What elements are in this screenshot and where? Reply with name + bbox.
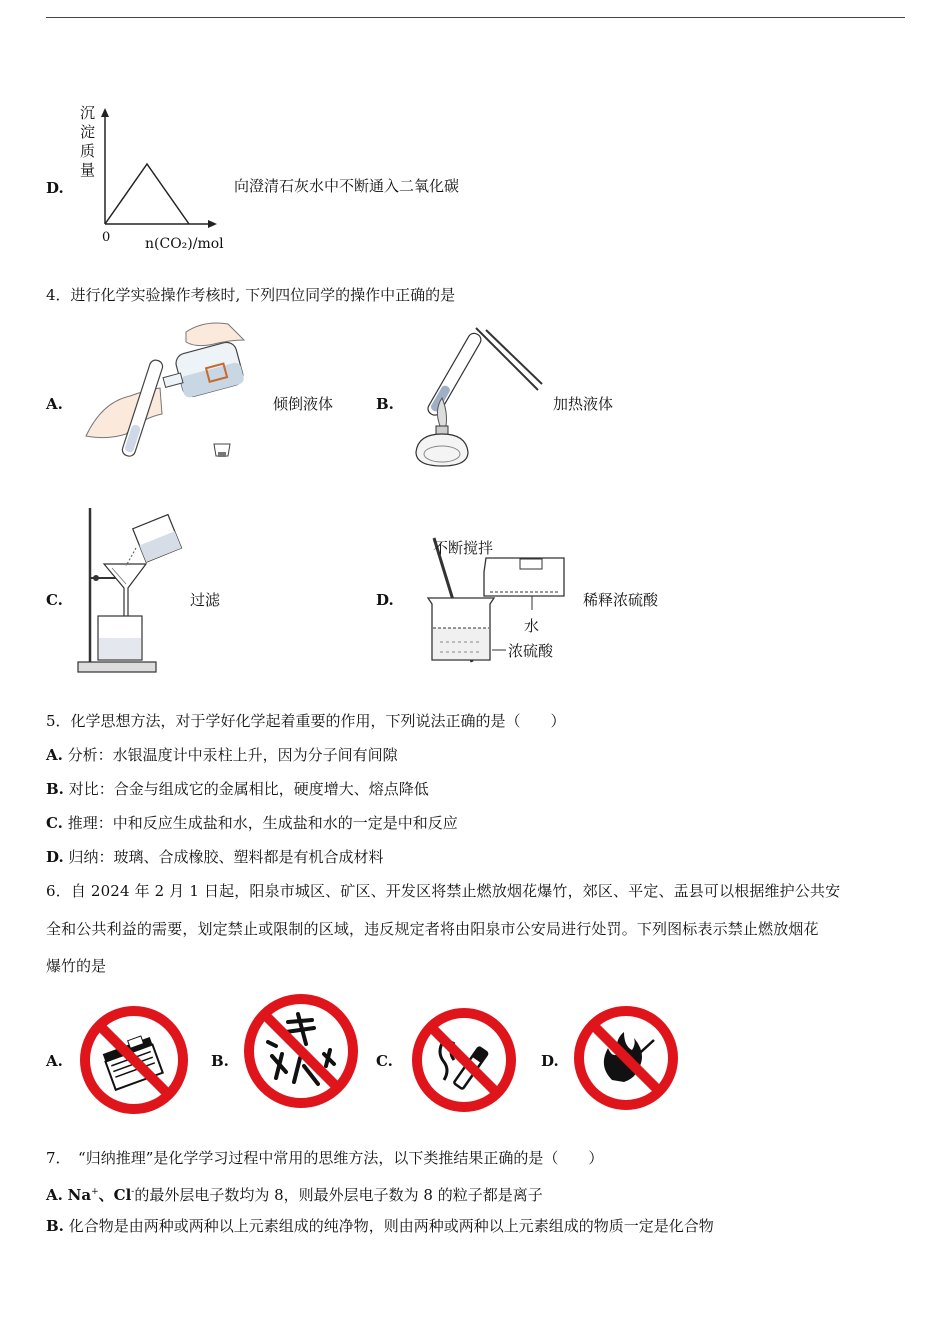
graph-x-label: n(CO₂)/mol bbox=[145, 236, 224, 252]
q5-option-b-text: 对比：合金与组成它的金属相比，硬度增大、熔点降低 bbox=[68, 780, 429, 798]
q7-option-b-letter: B. bbox=[46, 1217, 64, 1235]
q7-option-b bbox=[46, 1216, 714, 1236]
precipitate-graph bbox=[95, 108, 225, 228]
q4-option-c-letter: C. bbox=[46, 591, 63, 609]
q7-option-a-cl-charge: - bbox=[131, 1187, 135, 1197]
q5-option-d-text: 归纳：玻璃、合成橡胶、塑料都是有机合成材料 bbox=[68, 848, 384, 866]
q4-option-b-text: 加热液体 bbox=[553, 395, 614, 413]
q4-option-c-text: 过滤 bbox=[190, 591, 221, 609]
filtration-figure bbox=[74, 504, 186, 676]
q5-option-a bbox=[46, 745, 398, 765]
q7-option-a-cl: 、Cl bbox=[98, 1186, 132, 1204]
label-water: 水 bbox=[524, 617, 540, 635]
q5-option-d bbox=[46, 847, 384, 867]
q5-option-d-letter: D. bbox=[46, 848, 64, 866]
q7-option-a-letter: A. bbox=[46, 1186, 63, 1204]
q5-stem: 5．化学思想方法，对于学好化学起着重要的作用，下列说法正确的是（ ） bbox=[46, 712, 566, 730]
q6-option-a-letter: A. bbox=[46, 1052, 63, 1070]
q7-option-a-na: Na bbox=[67, 1186, 92, 1204]
q3-option-d-text: 向澄清石灰水中不断通入二氧化碳 bbox=[234, 177, 460, 195]
q4-option-a-text: 倾倒液体 bbox=[273, 395, 334, 413]
q6-stem-line2: 全和公共利益的需要，划定禁止或限制的区域，违反规定者将由阳泉市公安局进行处罚。下列图标表示禁止燃放烟花 bbox=[46, 920, 819, 938]
q4-option-b-letter: B. bbox=[376, 395, 394, 413]
q4-stem: 4．进行化学实验操作考核时, 下列四位同学的操作中正确的是 bbox=[46, 286, 456, 304]
no-matches-icon bbox=[78, 1004, 190, 1116]
q5-option-c-letter: C. bbox=[46, 814, 63, 832]
pouring-liquid-figure bbox=[82, 318, 252, 468]
q4-option-a-letter: A. bbox=[46, 395, 63, 413]
q7-option-a-na-charge: + bbox=[91, 1187, 99, 1197]
q5-option-c bbox=[46, 813, 458, 833]
label-stir: 不断搅拌 bbox=[433, 539, 494, 557]
no-smoking-icon bbox=[410, 1006, 518, 1114]
q6-stem-line3: 爆竹的是 bbox=[46, 957, 107, 975]
q6-option-d-letter: D. bbox=[541, 1052, 559, 1070]
q3-option-d-letter: D. bbox=[46, 179, 64, 197]
label-concentrated-acid: 浓硫酸 bbox=[508, 642, 554, 660]
q6-stem-line1: 6．自 2024 年 2 月 1 日起，阳泉市城区、矿区、开发区将禁止燃放烟花爆竹，郊区、平定、盂县可以根据维护公共安 bbox=[46, 882, 841, 900]
q5-option-a-text: 分析：水银温度计中汞柱上升，因为分子间有间隙 bbox=[67, 746, 398, 764]
q5-option-b-letter: B. bbox=[46, 780, 64, 798]
q7-option-a-text: 的最外层电子数均为 8，则最外层电子数为 8 的粒子都是离子 bbox=[134, 1186, 543, 1204]
q4-option-d-letter: D. bbox=[376, 591, 394, 609]
graph-origin: 0 bbox=[102, 230, 111, 245]
q4-option-d-text: 稀释浓硫酸 bbox=[583, 591, 659, 609]
q6-option-c-letter: C. bbox=[376, 1052, 393, 1070]
q6-option-b-letter: B. bbox=[211, 1052, 229, 1070]
graph-y-label: 沉淀质量 bbox=[80, 104, 96, 179]
q5-option-a-letter: A. bbox=[46, 746, 63, 764]
no-open-flame-icon bbox=[572, 1004, 680, 1112]
q5-option-b bbox=[46, 779, 429, 799]
heating-liquid-figure bbox=[410, 324, 550, 474]
q7-option-a bbox=[46, 1182, 543, 1205]
q7-option-b-text: 化合物是由两种或两种以上元素组成的纯净物，则由两种或两种以上元素组成的物质一定是化合物 bbox=[68, 1217, 714, 1235]
no-fireworks-icon bbox=[242, 992, 360, 1110]
header-rule bbox=[46, 17, 905, 18]
q7-stem: 7． “归纳推理”是化学学习过程中常用的思维方法，以下类推结果正确的是（ ） bbox=[46, 1149, 604, 1167]
q5-option-c-text: 推理：中和反应生成盐和水，生成盐和水的一定是中和反应 bbox=[67, 814, 458, 832]
